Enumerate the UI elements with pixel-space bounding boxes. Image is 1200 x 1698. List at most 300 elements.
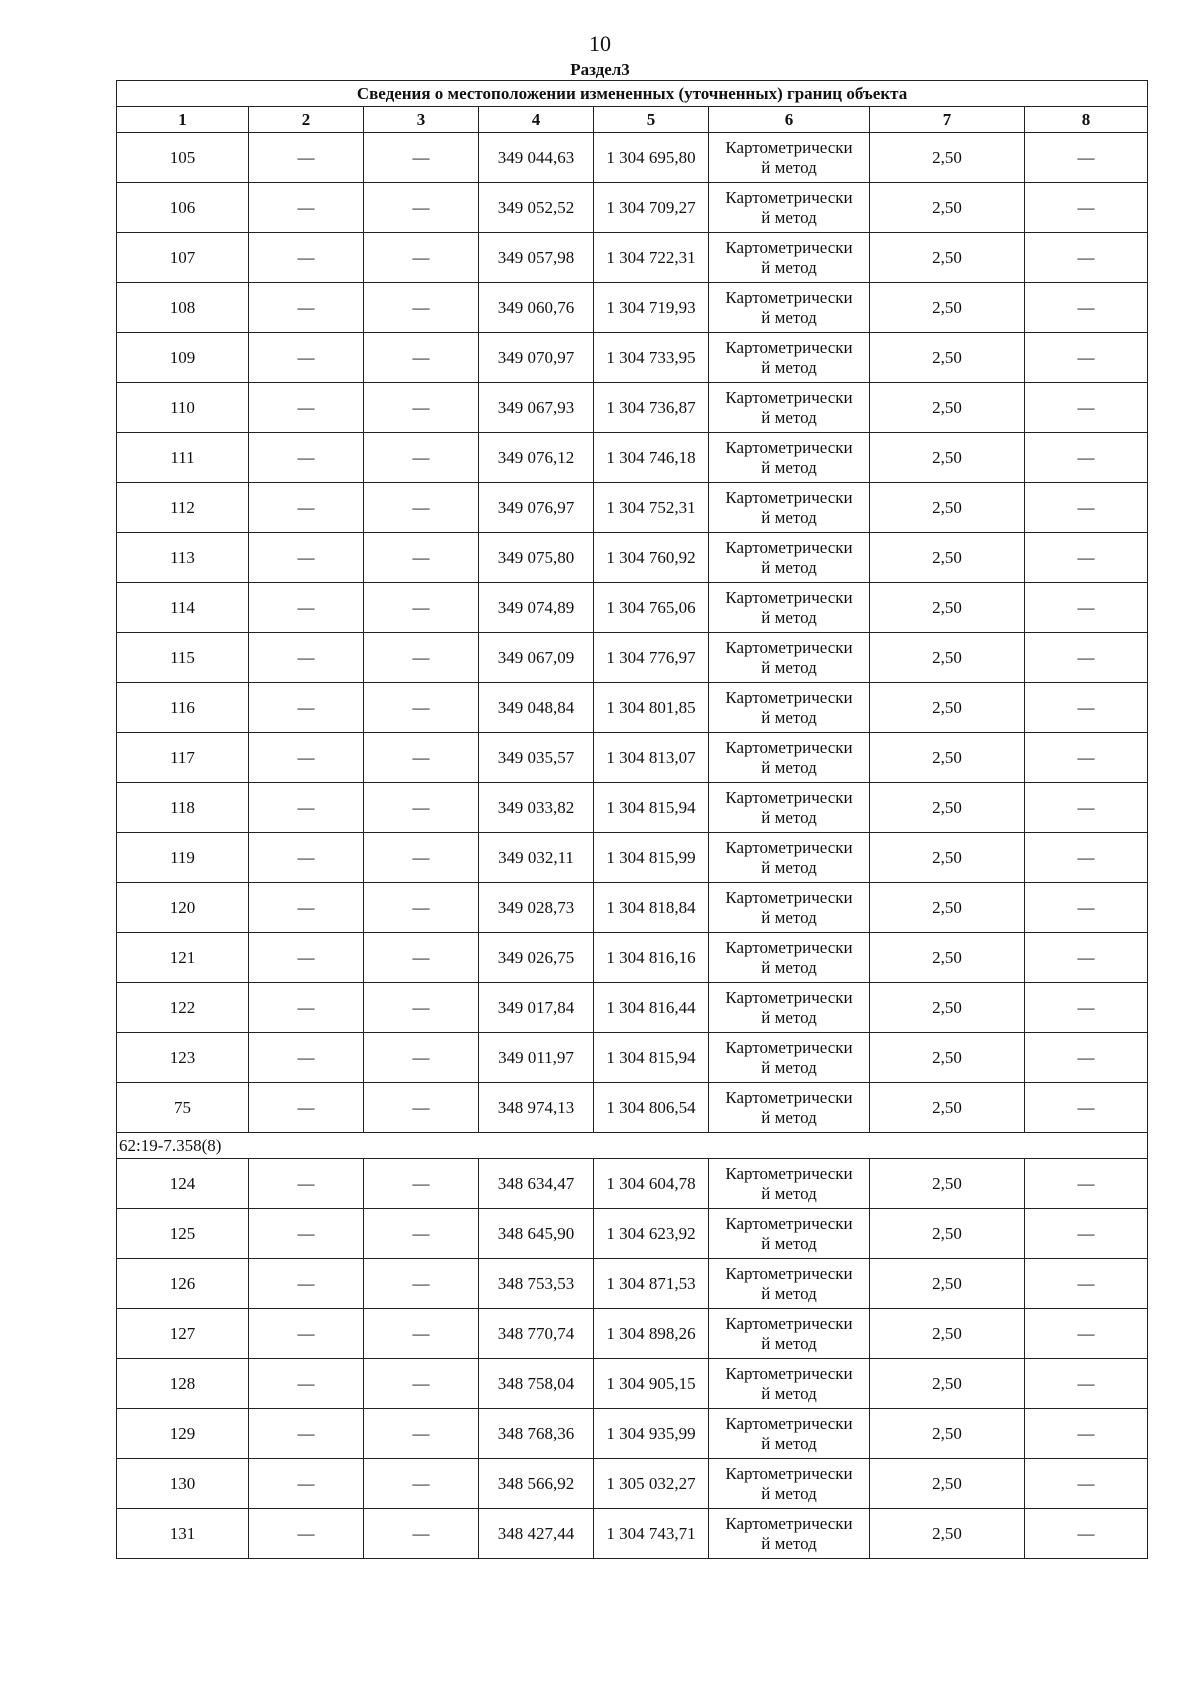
y-coordinate-cell: 1 304 816,44	[594, 983, 709, 1033]
method-line: Картометрически	[725, 987, 853, 1007]
method-line: Картометрически	[725, 1463, 853, 1483]
point-number-cell: 108	[117, 283, 249, 333]
x-coordinate-cell: 348 974,13	[479, 1083, 594, 1133]
column-header: 3	[364, 107, 479, 133]
table-row	[117, 1159, 1148, 1209]
empty-cell: —	[249, 1409, 364, 1459]
empty-cell: —	[249, 833, 364, 883]
accuracy-cell: 2,50	[870, 1083, 1025, 1133]
empty-cell: —	[1025, 983, 1148, 1033]
x-coordinate-cell: 349 011,97	[479, 1033, 594, 1083]
y-coordinate-cell: 1 304 752,31	[594, 483, 709, 533]
table-row	[117, 1359, 1148, 1409]
method-cell	[709, 883, 870, 933]
accuracy-cell: 2,50	[870, 883, 1025, 933]
empty-cell: —	[1025, 783, 1148, 833]
method-cell	[709, 1409, 870, 1459]
y-coordinate-cell: 1 304 695,80	[594, 133, 709, 183]
empty-cell: —	[249, 1083, 364, 1133]
method-line: й метод	[761, 807, 817, 827]
accuracy-cell: 2,50	[870, 1259, 1025, 1309]
method-line: й метод	[761, 1183, 817, 1203]
table-row	[117, 483, 1148, 533]
method-cell	[709, 1359, 870, 1409]
method-line: Картометрически	[725, 587, 853, 607]
y-coordinate-cell: 1 304 746,18	[594, 433, 709, 483]
empty-cell: —	[364, 1033, 479, 1083]
y-coordinate-cell: 1 304 815,94	[594, 1033, 709, 1083]
table-row	[117, 1309, 1148, 1359]
table-row	[117, 633, 1148, 683]
method-cell	[709, 1459, 870, 1509]
y-coordinate-cell: 1 304 719,93	[594, 283, 709, 333]
accuracy-cell: 2,50	[870, 383, 1025, 433]
method-line: Картометрически	[725, 687, 853, 707]
empty-cell: —	[364, 1209, 479, 1259]
empty-cell: —	[249, 683, 364, 733]
method-cell	[709, 333, 870, 383]
method-line: й метод	[761, 1007, 817, 1027]
method-line: й метод	[761, 1483, 817, 1503]
empty-cell: —	[1025, 433, 1148, 483]
empty-cell: —	[249, 783, 364, 833]
method-cell	[709, 933, 870, 983]
method-cell	[709, 983, 870, 1033]
empty-cell: —	[249, 1509, 364, 1559]
accuracy-cell: 2,50	[870, 133, 1025, 183]
accuracy-cell: 2,50	[870, 483, 1025, 533]
method-cell	[709, 1309, 870, 1359]
empty-cell: —	[1025, 1309, 1148, 1359]
point-number-cell: 121	[117, 933, 249, 983]
method-cell	[709, 183, 870, 233]
y-coordinate-cell: 1 304 815,99	[594, 833, 709, 883]
accuracy-cell: 2,50	[870, 1459, 1025, 1509]
empty-cell: —	[364, 533, 479, 583]
accuracy-cell: 2,50	[870, 433, 1025, 483]
point-number-cell: 110	[117, 383, 249, 433]
column-header: 7	[870, 107, 1025, 133]
x-coordinate-cell: 349 044,63	[479, 133, 594, 183]
method-line: Картометрически	[725, 537, 853, 557]
accuracy-cell: 2,50	[870, 1159, 1025, 1209]
method-line: Картометрически	[725, 487, 853, 507]
empty-cell: —	[249, 1033, 364, 1083]
table-row	[117, 183, 1148, 233]
x-coordinate-cell: 349 033,82	[479, 783, 594, 833]
x-coordinate-cell: 348 753,53	[479, 1259, 594, 1309]
table-row	[117, 583, 1148, 633]
point-number-cell: 112	[117, 483, 249, 533]
method-line: й метод	[761, 357, 817, 377]
method-cell	[709, 433, 870, 483]
y-coordinate-cell: 1 304 776,97	[594, 633, 709, 683]
accuracy-cell: 2,50	[870, 233, 1025, 283]
table-row	[117, 333, 1148, 383]
empty-cell: —	[249, 433, 364, 483]
table-row	[117, 1409, 1148, 1459]
x-coordinate-cell: 348 427,44	[479, 1509, 594, 1559]
accuracy-cell: 2,50	[870, 733, 1025, 783]
empty-cell: —	[249, 1159, 364, 1209]
method-line: Картометрически	[725, 1263, 853, 1283]
empty-cell: —	[249, 383, 364, 433]
x-coordinate-cell: 349 057,98	[479, 233, 594, 283]
method-cell	[709, 383, 870, 433]
table-header-row	[117, 107, 1148, 133]
x-coordinate-cell: 349 076,97	[479, 483, 594, 533]
point-number-cell: 118	[117, 783, 249, 833]
accuracy-cell: 2,50	[870, 683, 1025, 733]
empty-cell: —	[364, 633, 479, 683]
point-number-cell: 115	[117, 633, 249, 683]
method-cell	[709, 683, 870, 733]
method-line: Картометрически	[725, 1513, 853, 1533]
empty-cell: —	[249, 283, 364, 333]
method-line: й метод	[761, 1057, 817, 1077]
point-number-cell: 107	[117, 233, 249, 283]
table-row	[117, 983, 1148, 1033]
column-header: 5	[594, 107, 709, 133]
method-line: Картометрически	[725, 387, 853, 407]
method-cell	[709, 583, 870, 633]
method-cell	[709, 1209, 870, 1259]
accuracy-cell: 2,50	[870, 1509, 1025, 1559]
method-line: й метод	[761, 1383, 817, 1403]
method-cell	[709, 783, 870, 833]
method-line: й метод	[761, 757, 817, 777]
method-line: й метод	[761, 707, 817, 727]
method-line: й метод	[761, 257, 817, 277]
empty-cell: —	[364, 233, 479, 283]
accuracy-cell: 2,50	[870, 183, 1025, 233]
empty-cell: —	[249, 1359, 364, 1409]
table-row	[117, 533, 1148, 583]
table-row	[117, 1209, 1148, 1259]
x-coordinate-cell: 349 067,09	[479, 633, 594, 683]
method-line: й метод	[761, 657, 817, 677]
table-row	[117, 133, 1148, 183]
table-caption-row	[117, 81, 1148, 107]
method-cell	[709, 1159, 870, 1209]
method-cell	[709, 1509, 870, 1559]
empty-cell: —	[364, 483, 479, 533]
empty-cell: —	[1025, 733, 1148, 783]
method-line: Картометрически	[725, 1087, 853, 1107]
y-coordinate-cell: 1 304 905,15	[594, 1359, 709, 1409]
method-line: Картометрически	[725, 1163, 853, 1183]
empty-cell: —	[364, 1159, 479, 1209]
x-coordinate-cell: 349 060,76	[479, 283, 594, 333]
empty-cell: —	[1025, 1033, 1148, 1083]
accuracy-cell: 2,50	[870, 1309, 1025, 1359]
empty-cell: —	[364, 1259, 479, 1309]
empty-cell: —	[364, 683, 479, 733]
empty-cell: —	[1025, 633, 1148, 683]
table-row	[117, 1509, 1148, 1559]
empty-cell: —	[249, 183, 364, 233]
point-number-cell: 114	[117, 583, 249, 633]
empty-cell: —	[249, 533, 364, 583]
method-line: Картометрически	[725, 137, 853, 157]
x-coordinate-cell: 349 074,89	[479, 583, 594, 633]
method-line: й метод	[761, 1333, 817, 1353]
method-cell	[709, 1083, 870, 1133]
y-coordinate-cell: 1 304 818,84	[594, 883, 709, 933]
empty-cell: —	[1025, 1259, 1148, 1309]
method-line: Картометрически	[725, 937, 853, 957]
method-line: й метод	[761, 407, 817, 427]
method-line: й метод	[761, 1283, 817, 1303]
method-cell	[709, 233, 870, 283]
empty-cell: —	[364, 1509, 479, 1559]
empty-cell: —	[249, 233, 364, 283]
y-coordinate-cell: 1 304 813,07	[594, 733, 709, 783]
point-number-cell: 116	[117, 683, 249, 733]
method-line: Картометрически	[725, 737, 853, 757]
empty-cell: —	[364, 383, 479, 433]
x-coordinate-cell: 349 017,84	[479, 983, 594, 1033]
method-line: Картометрически	[725, 1313, 853, 1333]
x-coordinate-cell: 349 028,73	[479, 883, 594, 933]
point-number-cell: 122	[117, 983, 249, 1033]
boundary-coordinates-table	[116, 80, 1148, 1559]
method-cell	[709, 1033, 870, 1083]
y-coordinate-cell: 1 304 743,71	[594, 1509, 709, 1559]
method-line: Картометрически	[725, 1363, 853, 1383]
table-row	[117, 433, 1148, 483]
y-coordinate-cell: 1 304 709,27	[594, 183, 709, 233]
method-line: й метод	[761, 907, 817, 927]
empty-cell: —	[249, 1459, 364, 1509]
point-number-cell: 106	[117, 183, 249, 233]
point-number-cell: 109	[117, 333, 249, 383]
point-number-cell: 126	[117, 1259, 249, 1309]
table-row	[117, 1259, 1148, 1309]
table-row	[117, 233, 1148, 283]
table-row	[117, 283, 1148, 333]
method-line: Картометрически	[725, 437, 853, 457]
method-line: й метод	[761, 1533, 817, 1553]
y-coordinate-cell: 1 304 815,94	[594, 783, 709, 833]
empty-cell: —	[1025, 1209, 1148, 1259]
empty-cell: —	[249, 883, 364, 933]
point-number-cell: 125	[117, 1209, 249, 1259]
empty-cell: —	[364, 133, 479, 183]
point-number-cell: 105	[117, 133, 249, 183]
method-cell	[709, 1259, 870, 1309]
y-coordinate-cell: 1 304 760,92	[594, 533, 709, 583]
empty-cell: —	[249, 1309, 364, 1359]
point-number-cell: 75	[117, 1083, 249, 1133]
x-coordinate-cell: 349 070,97	[479, 333, 594, 383]
x-coordinate-cell: 348 634,47	[479, 1159, 594, 1209]
x-coordinate-cell: 348 645,90	[479, 1209, 594, 1259]
column-header: 6	[709, 107, 870, 133]
empty-cell: —	[1025, 1509, 1148, 1559]
table-row	[117, 383, 1148, 433]
y-coordinate-cell: 1 304 816,16	[594, 933, 709, 983]
table-row	[117, 783, 1148, 833]
group-row	[117, 1133, 1148, 1159]
x-coordinate-cell: 349 075,80	[479, 533, 594, 583]
method-line: й метод	[761, 207, 817, 227]
method-cell	[709, 833, 870, 883]
point-number-cell: 111	[117, 433, 249, 483]
x-coordinate-cell: 348 758,04	[479, 1359, 594, 1409]
point-number-cell: 123	[117, 1033, 249, 1083]
empty-cell: —	[364, 1083, 479, 1133]
method-line: й метод	[761, 157, 817, 177]
empty-cell: —	[249, 133, 364, 183]
method-line: й метод	[761, 507, 817, 527]
method-line: Картометрически	[725, 1413, 853, 1433]
empty-cell: —	[364, 883, 479, 933]
empty-cell: —	[364, 933, 479, 983]
x-coordinate-cell: 349 026,75	[479, 933, 594, 983]
empty-cell: —	[1025, 883, 1148, 933]
empty-cell: —	[1025, 1159, 1148, 1209]
empty-cell: —	[249, 933, 364, 983]
accuracy-cell: 2,50	[870, 833, 1025, 883]
method-line: й метод	[761, 307, 817, 327]
point-number-cell: 113	[117, 533, 249, 583]
method-line: й метод	[761, 1107, 817, 1127]
method-line: й метод	[761, 1433, 817, 1453]
point-number-cell: 124	[117, 1159, 249, 1209]
empty-cell: —	[1025, 533, 1148, 583]
y-coordinate-cell: 1 304 623,92	[594, 1209, 709, 1259]
table-row	[117, 833, 1148, 883]
table-row	[117, 1083, 1148, 1133]
method-line: Картометрически	[725, 287, 853, 307]
empty-cell: —	[364, 1309, 479, 1359]
table-row	[117, 883, 1148, 933]
empty-cell: —	[1025, 933, 1148, 983]
y-coordinate-cell: 1 304 935,99	[594, 1409, 709, 1459]
y-coordinate-cell: 1 304 871,53	[594, 1259, 709, 1309]
y-coordinate-cell: 1 304 898,26	[594, 1309, 709, 1359]
y-coordinate-cell: 1 304 722,31	[594, 233, 709, 283]
y-coordinate-cell: 1 305 032,27	[594, 1459, 709, 1509]
empty-cell: —	[249, 633, 364, 683]
empty-cell: —	[1025, 233, 1148, 283]
empty-cell: —	[249, 1209, 364, 1259]
empty-cell: —	[364, 833, 479, 883]
accuracy-cell: 2,50	[870, 1409, 1025, 1459]
table-row	[117, 933, 1148, 983]
x-coordinate-cell: 348 768,36	[479, 1409, 594, 1459]
accuracy-cell: 2,50	[870, 933, 1025, 983]
method-line: Картометрически	[725, 337, 853, 357]
point-number-cell: 130	[117, 1459, 249, 1509]
point-number-cell: 128	[117, 1359, 249, 1409]
method-line: й метод	[761, 607, 817, 627]
empty-cell: —	[1025, 333, 1148, 383]
accuracy-cell: 2,50	[870, 333, 1025, 383]
accuracy-cell: 2,50	[870, 1359, 1025, 1409]
section-title: Раздел3	[570, 60, 630, 79]
empty-cell: —	[1025, 833, 1148, 883]
empty-cell: —	[249, 483, 364, 533]
x-coordinate-cell: 349 052,52	[479, 183, 594, 233]
x-coordinate-cell: 349 048,84	[479, 683, 594, 733]
empty-cell: —	[1025, 283, 1148, 333]
method-line: й метод	[761, 457, 817, 477]
empty-cell: —	[1025, 1083, 1148, 1133]
table-row	[117, 683, 1148, 733]
method-line: й метод	[761, 857, 817, 877]
y-coordinate-cell: 1 304 604,78	[594, 1159, 709, 1209]
method-cell	[709, 133, 870, 183]
column-header: 4	[479, 107, 594, 133]
method-cell	[709, 733, 870, 783]
x-coordinate-cell: 349 032,11	[479, 833, 594, 883]
y-coordinate-cell: 1 304 801,85	[594, 683, 709, 733]
column-header: 2	[249, 107, 364, 133]
empty-cell: —	[249, 983, 364, 1033]
method-line: Картометрически	[725, 837, 853, 857]
method-line: Картометрически	[725, 237, 853, 257]
empty-cell: —	[1025, 1359, 1148, 1409]
empty-cell: —	[364, 433, 479, 483]
y-coordinate-cell: 1 304 736,87	[594, 383, 709, 433]
empty-cell: —	[249, 333, 364, 383]
method-line: Картометрически	[725, 887, 853, 907]
x-coordinate-cell: 349 035,57	[479, 733, 594, 783]
point-number-cell: 117	[117, 733, 249, 783]
y-coordinate-cell: 1 304 806,54	[594, 1083, 709, 1133]
y-coordinate-cell: 1 304 733,95	[594, 333, 709, 383]
empty-cell: —	[364, 733, 479, 783]
empty-cell: —	[1025, 383, 1148, 433]
column-header: 8	[1025, 107, 1148, 133]
empty-cell: —	[364, 583, 479, 633]
accuracy-cell: 2,50	[870, 983, 1025, 1033]
method-line: й метод	[761, 1233, 817, 1253]
method-line: й метод	[761, 957, 817, 977]
method-line: Картометрически	[725, 187, 853, 207]
x-coordinate-cell: 348 770,74	[479, 1309, 594, 1359]
empty-cell: —	[364, 983, 479, 1033]
empty-cell: —	[1025, 583, 1148, 633]
accuracy-cell: 2,50	[870, 283, 1025, 333]
point-number-cell: 120	[117, 883, 249, 933]
y-coordinate-cell: 1 304 765,06	[594, 583, 709, 633]
empty-cell: —	[364, 783, 479, 833]
accuracy-cell: 2,50	[870, 533, 1025, 583]
method-cell	[709, 533, 870, 583]
point-number-cell: 129	[117, 1409, 249, 1459]
empty-cell: —	[364, 1409, 479, 1459]
method-cell	[709, 633, 870, 683]
table-row	[117, 1459, 1148, 1509]
empty-cell: —	[249, 733, 364, 783]
point-number-cell: 119	[117, 833, 249, 883]
empty-cell: —	[364, 1359, 479, 1409]
method-cell	[709, 283, 870, 333]
accuracy-cell: 2,50	[870, 1033, 1025, 1083]
point-number-cell: 131	[117, 1509, 249, 1559]
empty-cell: —	[1025, 183, 1148, 233]
accuracy-cell: 2,50	[870, 1209, 1025, 1259]
method-line: Картометрически	[725, 637, 853, 657]
x-coordinate-cell: 349 067,93	[479, 383, 594, 433]
column-header: 1	[117, 107, 249, 133]
method-line: Картометрически	[725, 787, 853, 807]
empty-cell: —	[364, 333, 479, 383]
empty-cell: —	[249, 583, 364, 633]
